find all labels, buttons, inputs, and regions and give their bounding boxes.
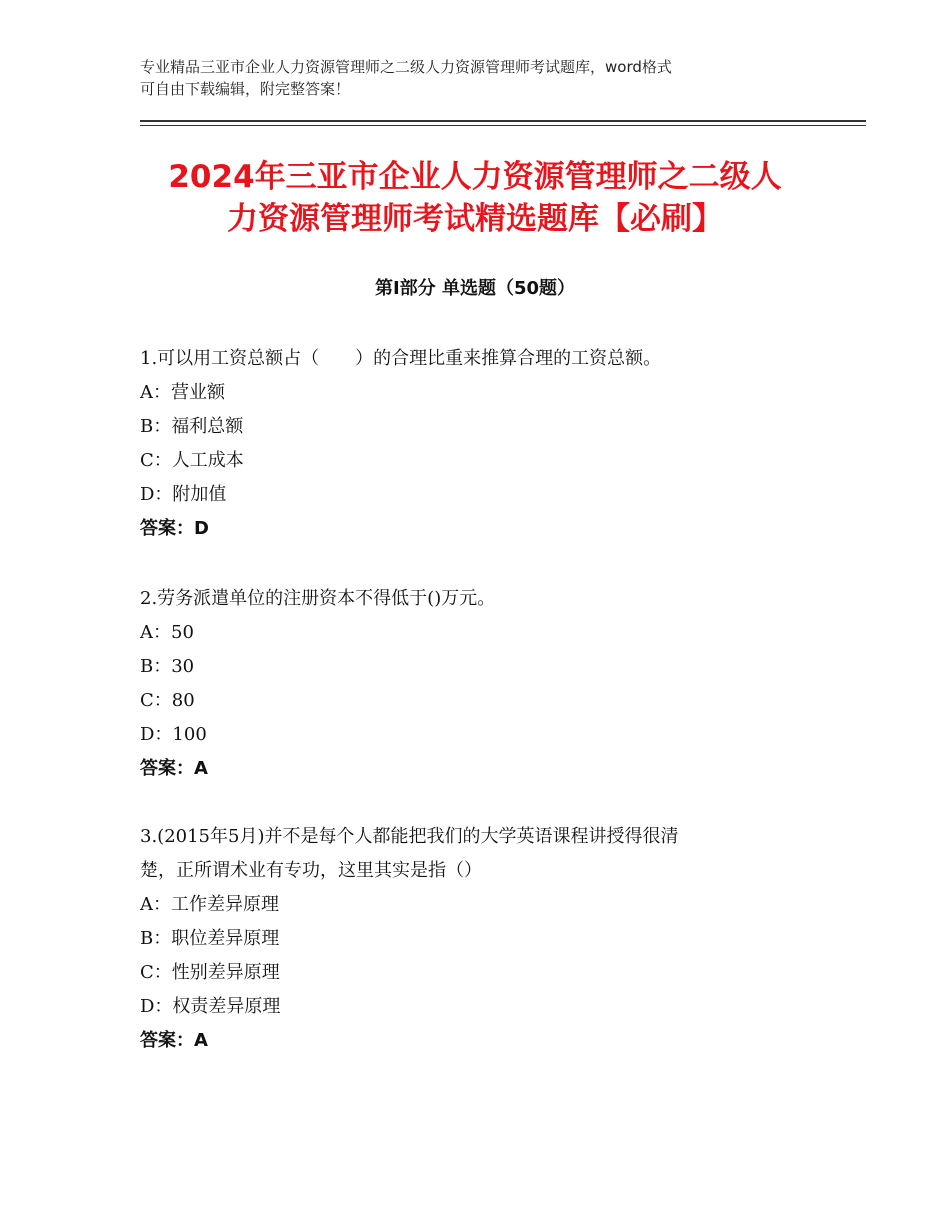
document-title [100,156,850,240]
option-d: D：100 [140,724,207,745]
question-stem-line: 3.(2015年5月)并不是每个人都能把我们的大学英语课程讲授得很清 [140,826,679,847]
question-stem-line: 楚，正所谓术业有专功，这里其实是指（） [140,860,482,881]
answer-label: 答案：D [140,518,209,539]
option-b: B：30 [140,656,195,677]
option-a: A：营业额 [140,382,225,403]
option-d: D：权责差异原理 [140,996,281,1017]
header-note [140,56,820,100]
question-stem [140,342,820,376]
option-d: D：附加值 [140,484,227,505]
question-stem-line: 2.劳务派遣单位的注册资本不得低于()万元。 [140,588,496,609]
question-1 [140,342,820,546]
option-a: A：50 [140,622,194,643]
document-title-line-2: 力资源管理师考试精选题库【必刷】 [227,201,723,237]
header-note-line-2: 可自由下载编辑，附完整答案！ [140,80,351,98]
header-note-line-1: 专业精品三亚市企业人力资源管理师之二级人力资源管理师考试题库，word格式 [140,58,672,76]
header-rule-thick [140,120,866,122]
document-title-line-1: 2024年三亚市企业人力资源管理师之二级人 [168,159,782,195]
answer-label: 答案：A [140,1030,208,1051]
section-title: 第Ⅰ部分 单选题（50题） [374,278,575,299]
question-3 [140,820,820,1058]
option-c: C：性别差异原理 [140,962,280,983]
option-a: A：工作差异原理 [140,894,279,915]
question-stem-line: 1.可以用工资总额占（ ）的合理比重来推算合理的工资总额。 [140,348,662,369]
answer-label: 答案：A [140,758,208,779]
question-2 [140,582,820,786]
option-c: C：人工成本 [140,450,244,471]
option-b: B：福利总额 [140,416,244,437]
option-c: C：80 [140,690,195,711]
question-stem [140,820,820,888]
option-b: B：职位差异原理 [140,928,280,949]
header-rule-thin [140,125,866,126]
question-stem [140,582,820,616]
